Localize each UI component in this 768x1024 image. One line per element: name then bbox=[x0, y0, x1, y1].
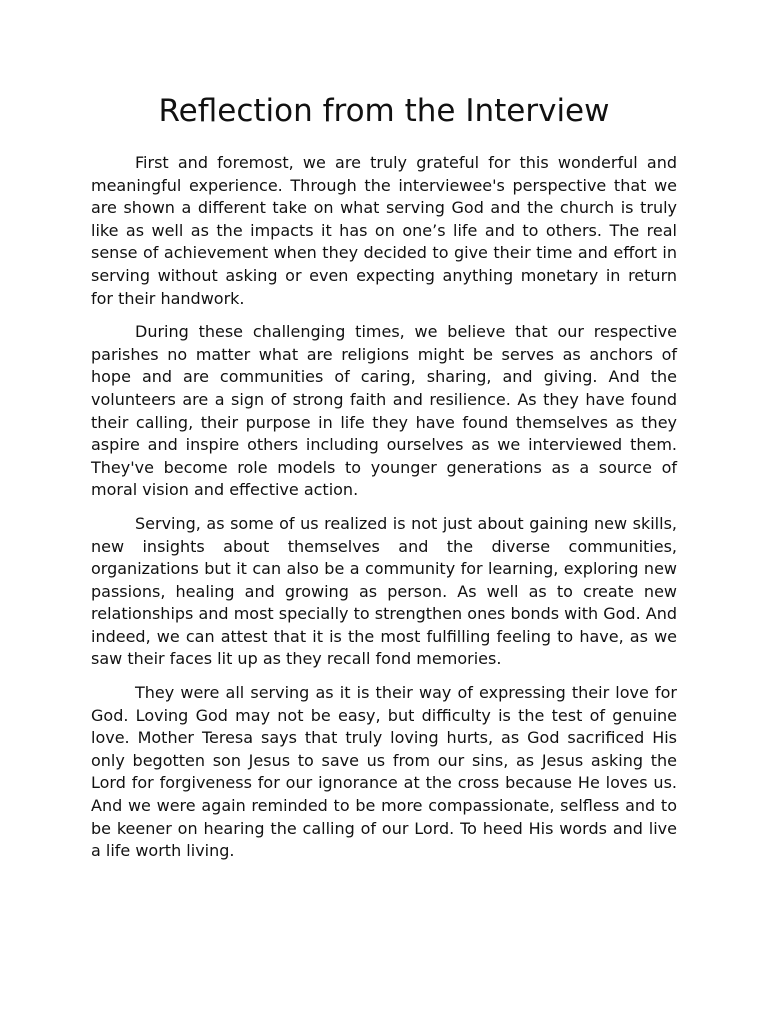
paragraph-serving: Serving, as some of us realized is not just about gaining new skills, new insights about themselves and the diverse communities, organizations but it can also be a community for learning, exploring new passions, healing and growing as person. As well as to create new relationships and most specially to strengthen ones bonds with God. And indeed, we can attest that it is the most fulfilling feeling to have, as we saw their faces lit up as they recall fond memories. bbox=[91, 513, 677, 669]
paragraph-gratitude: First and foremost, we are truly grateful for this wonderful and meaningful experience. Through the interviewee's perspective that we are shown a different take on what serving God and the church is truly like as well as the impacts it has on one’s life and to others. The real sense of achievement when they decided to give their time and effort in serving without asking or even expecting anything monetary in return for their handwork. bbox=[91, 153, 677, 308]
paragraph-challenging-times: During these challenging times, we believe that our respective parishes no matter what are religions might be serves as anchors of hope and are communities of caring, sharing, and giving. And the volunteers are a sign of strong faith and resilience. As they have found their calling, their purpose in life they have found themselves as they aspire and inspire others including ourselves as we interviewed them. They've become role models to younger generations as a source of moral vision and effective action. bbox=[91, 322, 677, 500]
document-title: Reflection from the Interview bbox=[158, 93, 610, 129]
paragraph-love-for-god: They were all serving as it is their way of expressing their love for God. Loving God may not be easy, but difficulty is the test of genuine love. Mother Teresa says that truly loving hurts, as God sacrificed His only begotten son Jesus to save us from our sins, as Jesus asking the Lord for forgiveness for our ignorance at the cross because He loves us. And we were again reminded to be more compassionate, selfless and to be keener on hearing the calling of our Lord. To heed His words and live a life worth living. bbox=[91, 683, 677, 861]
